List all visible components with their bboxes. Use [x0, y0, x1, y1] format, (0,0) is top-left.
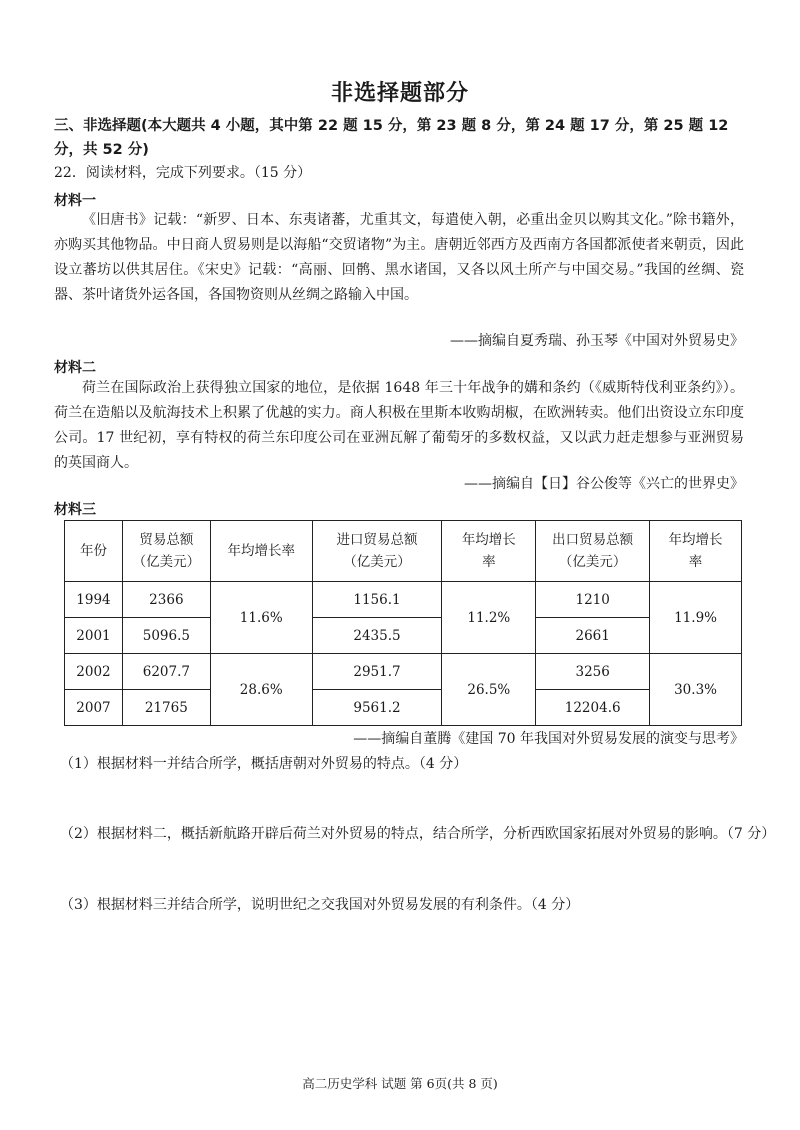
- cell-total: 6207.7: [122, 654, 210, 690]
- material-1-source: ——摘编自夏秀瑞、孙玉琴《中国对外贸易史》: [450, 333, 744, 349]
- section-heading: 三、非选择题(本大题共 4 小题，其中第 22 题 15 分，第 23 题 8 分，第 24 题 17 分，第 25 题 12 分，共 52 分): [54, 118, 729, 158]
- cell-import-growth: 11.2%: [442, 582, 536, 654]
- header-import: 进口贸易总额 （亿美元）: [312, 521, 442, 582]
- cell-export: 12204.6: [536, 690, 650, 726]
- cell-import: 1156.1: [312, 582, 442, 618]
- material-1-text: 《旧唐书》记载：“新罗、日本、东夷诸蕃，尤重其文，每遣使入朝，必重出金贝以购其文化。”除书籍外，亦购买其他物品。中日商人贸易则是以海船“交贸诸物”为主。唐朝近邻西方及西南方各国都派使者来朝贡，因此设立蕃坊以供其居住。《宋史》记载：“高丽、回鹘、黑水诸国，又各以风土所产与中国交易。”我国的丝绸、瓷器、茶叶诸货外运各国，各国物资则从丝绸之路输入中国。: [54, 212, 744, 303]
- cell-total: 21765: [122, 690, 210, 726]
- page-title: 非选择题部分: [330, 81, 469, 106]
- cell-total-growth: 11.6%: [210, 582, 312, 654]
- cell-total-growth: 28.6%: [210, 654, 312, 726]
- header-export: 出口贸易总额 （亿美元）: [536, 521, 650, 582]
- cell-import: 2435.5: [312, 618, 442, 654]
- header-year: 年份: [65, 521, 123, 582]
- material-3-label: 材料三: [54, 502, 96, 518]
- header-import-growth: 年均增长 率: [442, 521, 536, 582]
- cell-year: 2001: [65, 618, 123, 654]
- cell-import-growth: 26.5%: [442, 654, 536, 726]
- sub-question-2: （2）根据材料二，概括新航路开辟后荷兰对外贸易的特点，结合所学，分析西欧国家拓展对外贸易的影响。（7 分）: [60, 826, 776, 842]
- table-row: [65, 582, 742, 618]
- trade-table: [64, 520, 742, 726]
- material-1-label: 材料一: [54, 193, 96, 209]
- table-header-row: [65, 521, 742, 582]
- cell-year: 2002: [65, 654, 123, 690]
- cell-export-growth: 11.9%: [650, 582, 742, 654]
- material-2-source: ——摘编自【日】谷公俊等《兴亡的世界史》: [464, 476, 744, 492]
- cell-export: 1210: [536, 582, 650, 618]
- table-row: [65, 618, 742, 654]
- cell-total: 5096.5: [122, 618, 210, 654]
- cell-import: 2951.7: [312, 654, 442, 690]
- cell-total: 2366: [122, 582, 210, 618]
- table-row: [65, 654, 742, 690]
- header-total: 贸易总额 （亿美元）: [122, 521, 210, 582]
- cell-year: 1994: [65, 582, 123, 618]
- material-3-source: ——摘编自董腾《建国 70 年我国对外贸易发展的演变与思考》: [353, 731, 744, 747]
- cell-import: 9561.2: [312, 690, 442, 726]
- material-2-text: 荷兰在国际政治上获得独立国家的地位，是依据 1648 年三十年战争的媾和条约（《威斯特伐利亚条约》）。荷兰在造船以及航海技术上积累了优越的实力。商人积极在里斯本收购胡椒，在欧洲转卖。他们出资设立东印度公司。17 世纪初，享有特权的荷兰东印度公司在亚洲瓦解了葡萄牙的多数权益，又以武力赶走想参与亚洲贸易的英国商人。: [54, 380, 744, 471]
- table-row: [65, 690, 742, 726]
- cell-export-growth: 30.3%: [650, 654, 742, 726]
- question-intro: 22．阅读材料，完成下列要求。（15 分）: [54, 165, 312, 181]
- header-total-growth: 年均增长率: [210, 521, 312, 582]
- header-export-growth: 年均增长 率: [650, 521, 742, 582]
- sub-question-1: （1）根据材料一并结合所学，概括唐朝对外贸易的特点。（4 分）: [60, 756, 468, 772]
- material-2-label: 材料二: [54, 360, 96, 376]
- cell-export: 3256: [536, 654, 650, 690]
- cell-year: 2007: [65, 690, 123, 726]
- page-footer: 高二历史学科 试题 第 6页(共 8 页): [302, 1076, 498, 1091]
- cell-export: 2661: [536, 618, 650, 654]
- sub-question-3: （3）根据材料三并结合所学，说明世纪之交我国对外贸易发展的有利条件。（4 分）: [60, 897, 580, 913]
